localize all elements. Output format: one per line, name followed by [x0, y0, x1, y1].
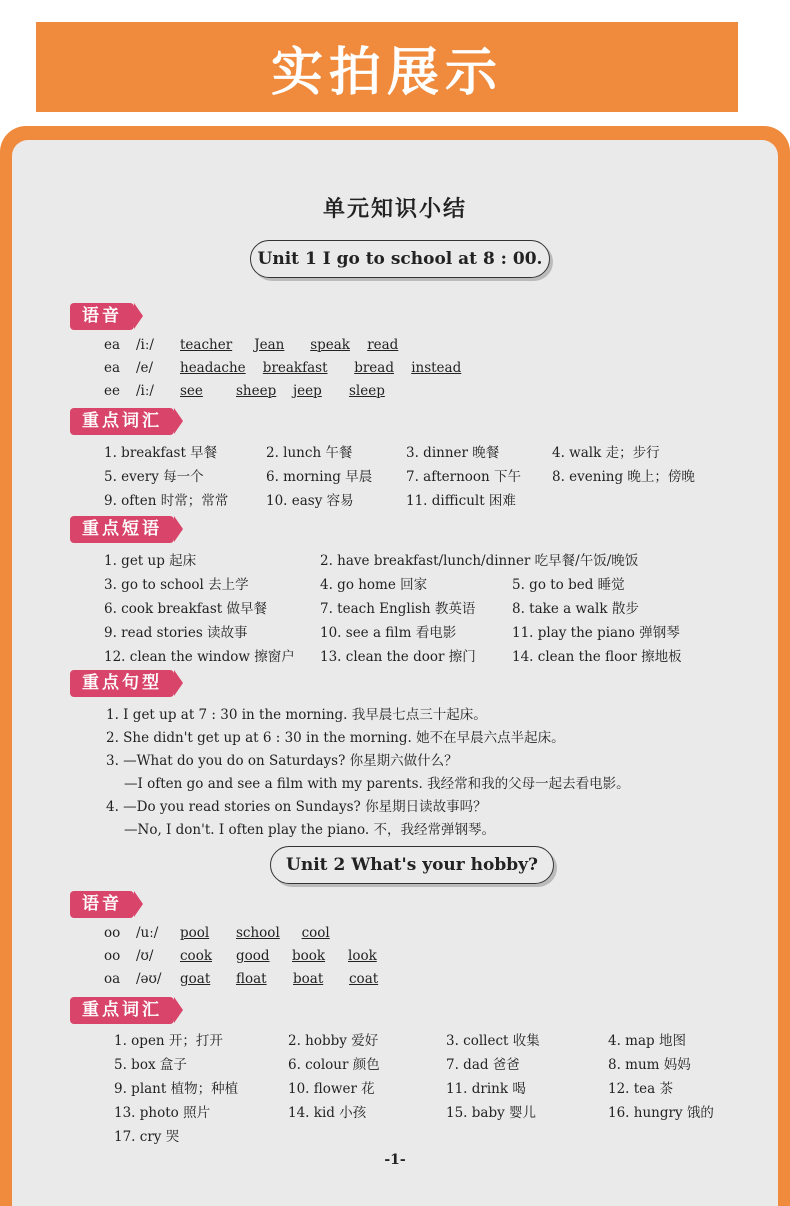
phonics-word: instead — [411, 360, 462, 376]
vocab-item: 5. every 每一个 — [104, 469, 204, 485]
sentence-item: —No, I don't. I often play the piano. 不，我经常弹钢琴。 — [124, 822, 495, 838]
unit1-phonics-tag: 语音 — [70, 303, 134, 330]
vocab-item: 11. difficult 困难 — [406, 493, 516, 509]
phonics-grapheme: oo — [104, 925, 121, 941]
phonics-word: good — [236, 948, 270, 964]
unit1-sentences-tag: 重点句型 — [70, 670, 174, 697]
phonics-ipa: /uː/ — [136, 925, 159, 941]
phonics-word: read — [367, 337, 399, 353]
phonics-word: float — [236, 971, 267, 987]
phrase-item: 9. read stories 读故事 — [104, 625, 248, 641]
phrase-item: 13. clean the door 擦门 — [320, 649, 476, 665]
phonics-word: bread — [354, 360, 394, 376]
sentence-item: 4. —Do you read stories on Sundays? 你星期日读故事吗？ — [106, 799, 487, 815]
vocab-item: 8. mum 妈妈 — [608, 1057, 691, 1073]
phonics-word: pool — [180, 925, 210, 941]
phonics-grapheme: oa — [104, 971, 121, 987]
unit2-heading: Unit 2 What's your hobby? — [270, 846, 554, 884]
phonics-word: sleep — [349, 383, 385, 399]
vocab-item: 4. map 地图 — [608, 1033, 686, 1049]
vocab-item: 16. hungry 饿的 — [608, 1105, 714, 1121]
phonics-word: goat — [180, 971, 211, 987]
sentence-item: —I often go and see a film with my parents. 我经常和我的父母一起去看电影。 — [124, 776, 630, 792]
sentence-item: 1. I get up at 7 : 30 in the morning. 我早晨七点三十起床。 — [106, 707, 487, 723]
phrase-item: 7. teach English 教英语 — [320, 601, 476, 617]
vocab-item: 4. walk 走；步行 — [552, 445, 660, 461]
unit1-vocab-tag: 重点词汇 — [70, 408, 174, 435]
vocab-item: 3. dinner 晚餐 — [406, 445, 500, 461]
vocab-item: 9. often 时常；常常 — [104, 493, 229, 509]
vocab-item: 1. open 开；打开 — [114, 1033, 223, 1049]
vocab-item: 13. photo 照片 — [114, 1105, 211, 1121]
banner — [36, 22, 738, 112]
unit2-phonics-tag: 语音 — [70, 891, 134, 918]
phonics-ipa: /ʊ/ — [136, 948, 154, 964]
phonics-grapheme: ee — [104, 383, 120, 399]
workbook-page — [12, 140, 778, 1206]
unit1-phrases-tag: 重点短语 — [70, 516, 174, 543]
phonics-word: speak — [310, 337, 350, 353]
phonics-word: headache — [180, 360, 246, 376]
vocab-item: 1. breakfast 早餐 — [104, 445, 218, 461]
vocab-item: 15. baby 婴儿 — [446, 1105, 537, 1121]
phrase-item: 5. go to bed 睡觉 — [512, 577, 625, 593]
phrase-item: 14. clean the floor 擦地板 — [512, 649, 682, 665]
phonics-ipa: /əʊ/ — [136, 971, 162, 987]
phonics-grapheme: ea — [104, 360, 121, 376]
phonics-grapheme: oo — [104, 948, 121, 964]
vocab-item: 3. collect 收集 — [446, 1033, 540, 1049]
phonics-word: book — [292, 948, 326, 964]
phonics-ipa: /e/ — [136, 360, 154, 376]
page-number: -1- — [384, 1152, 406, 1168]
vocab-item: 6. colour 颜色 — [288, 1057, 380, 1073]
vocab-item: 8. evening 晚上；傍晚 — [552, 469, 695, 485]
phrase-item: 2. have breakfast/lunch/dinner 吃早餐/午饭/晚饭 — [320, 553, 639, 569]
vocab-item: 11. drink 喝 — [446, 1081, 526, 1097]
phrase-item: 4. go home 回家 — [320, 577, 428, 593]
phrase-item: 11. play the piano 弹钢琴 — [512, 625, 680, 641]
phonics-grapheme: ea — [104, 337, 121, 353]
banner-title: 实拍展示 — [270, 42, 503, 103]
phonics-word: cool — [301, 925, 330, 941]
vocab-item: 14. kid 小孩 — [288, 1105, 367, 1121]
phonics-word: Jean — [254, 337, 285, 353]
phrase-item: 12. clean the window 擦窗户 — [104, 649, 295, 665]
vocab-item: 12. tea 茶 — [608, 1081, 674, 1097]
phonics-word: school — [236, 925, 280, 941]
phrase-item: 8. take a walk 散步 — [512, 601, 639, 617]
vocab-item: 17. cry 哭 — [114, 1129, 180, 1145]
page-title: 单元知识小结 — [322, 197, 467, 222]
vocab-item: 6. morning 早晨 — [266, 469, 373, 485]
phonics-word: breakfast — [262, 360, 328, 376]
vocab-item: 9. plant 植物；种植 — [114, 1081, 239, 1097]
phrase-item: 3. go to school 去上学 — [104, 577, 249, 593]
phonics-word: look — [348, 948, 377, 964]
phonics-word: boat — [293, 971, 324, 987]
vocab-item: 5. box 盒子 — [114, 1057, 187, 1073]
phonics-word: see — [180, 383, 203, 399]
vocab-item: 10. flower 花 — [288, 1081, 375, 1097]
sentence-item: 3. —What do you do on Saturdays? 你星期六做什么？ — [106, 753, 458, 769]
unit1-heading: Unit 1 I go to school at 8 : 00. — [250, 240, 550, 278]
phonics-word: sheep — [236, 383, 277, 399]
phrase-item: 6. cook breakfast 做早餐 — [104, 601, 267, 617]
phonics-word: cook — [180, 948, 212, 964]
phonics-ipa: /iː/ — [136, 337, 154, 353]
vocab-item: 7. afternoon 下午 — [406, 469, 522, 485]
vocab-item: 10. easy 容易 — [266, 493, 354, 509]
phrase-item: 1. get up 起床 — [104, 553, 197, 569]
vocab-item: 2. lunch 午餐 — [266, 445, 353, 461]
phonics-word: jeep — [293, 383, 322, 399]
phrase-item: 10. see a film 看电影 — [320, 625, 457, 641]
vocab-item: 2. hobby 爱好 — [288, 1033, 379, 1049]
phonics-ipa: /iː/ — [136, 383, 154, 399]
unit2-vocab-tag: 重点词汇 — [70, 997, 174, 1024]
phonics-word: coat — [349, 971, 379, 987]
phonics-word: teacher — [180, 337, 233, 353]
sentence-item: 2. She didn't get up at 6 : 30 in the morning. 她不在早晨六点半起床。 — [106, 730, 565, 746]
vocab-item: 7. dad 爸爸 — [446, 1057, 520, 1073]
